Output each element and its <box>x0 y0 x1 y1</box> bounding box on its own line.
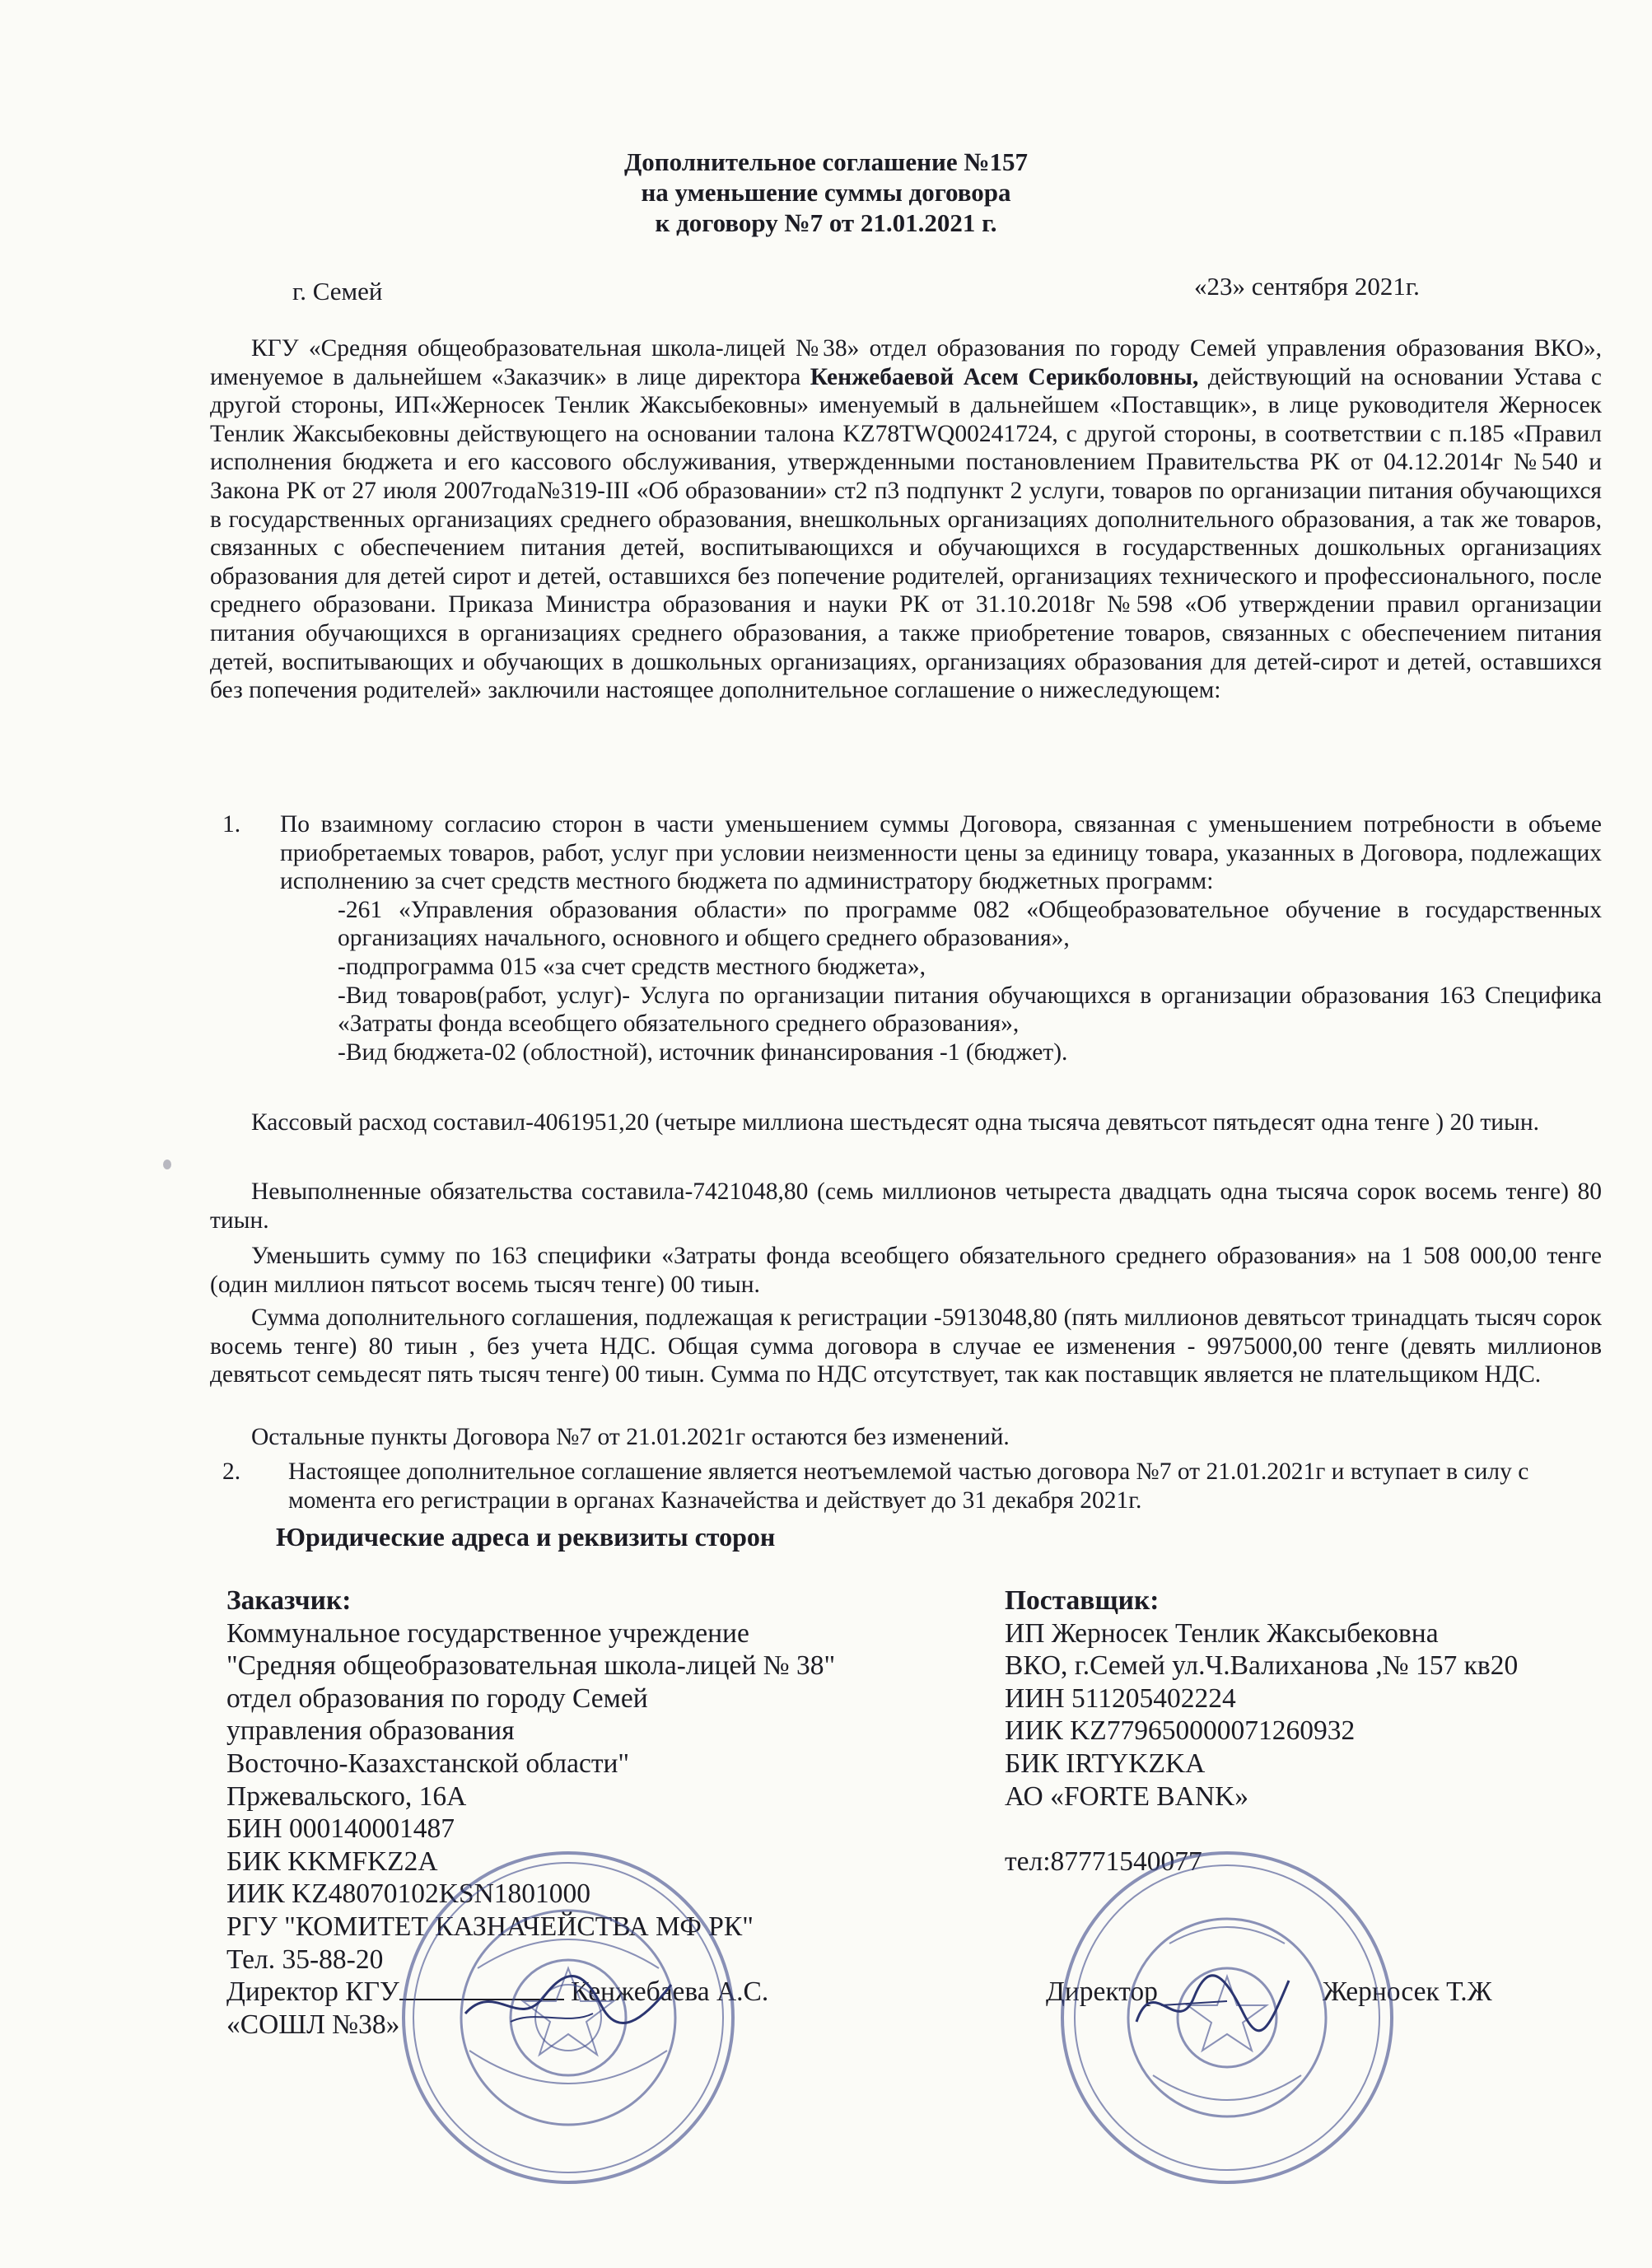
preamble-part-2: действующий на основании Устава с другой стороны, ИП«Жерносек Тенлик Жаксыбековны» именуемый в дальнейшем «Поставщик», в лице руководителя Жерносек Тенлик Жаксыбековны действующего на основании талона KZ78TWQ00241724, с другой стороны, в соответствии с п.185 «Правил исполнения бюджета и его кассового обслуживания, утвержденными постановлением Правительства РК от 04.12.2014г №540 и Закона РК от 27 июля 2007года№319-III «Об образовании» ст2 п3 подпункт 2 услуги, товаров по организации питания обучающихся в государственных организациях среднего образования, внешкольных организациях дополнительного образования, а так же товаров, связанных с обеспечением питания детей, воспитывающихся и обучающихся в государственных дошкольных организациях образования для детей сирот и детей, оставшихся без попечение родителей, организациях технического и профессионального, после среднего образовани. Приказа Министра образования и науки РК от 31.10.2018г №598 «Об утверждении правил организации питания обучающихся в организациях среднего образования, а также приобретение товаров, связанных с обеспечением питания детей, воспитывающих и обучающих в дошкольных организациях, организациях образования для детей-сирот и детей, оставшихся без попечения родителей» заключили настоящее дополнительное соглашение о нижеследующем: <box>210 363 1603 704</box>
supplier-name: ИП Жерносек Тенлик Жаксыбековна <box>1005 1617 1439 1649</box>
document-title <box>0 147 1652 238</box>
unfulfilled-obligations: Невыполненные обязательства составила-7421048,80 (семь миллионов четыреста двадцать одна тысяча сорок восемь тенге) 80 тиын. <box>210 1178 1602 1234</box>
city: г. Семей <box>292 277 383 306</box>
customer-treasury: РГУ "КОМИТЕТ КАЗНАЧЕЙСТВА МФ РК" <box>226 1911 754 1942</box>
clause-2 <box>222 1458 1602 1514</box>
customer-line-1: Коммунальное государственное учреждение <box>226 1617 749 1649</box>
customer-line-2: "Средняя общеобразовательная школа-лицей № 38" <box>226 1650 836 1682</box>
customer-phone: Тел. 35-88-20 <box>226 1944 384 1975</box>
clause-1-admin: -261 «Управления образования области» по программе 082 «Общеобразовательное обучение в государственных организациях начального, основного и общего среднего образования», <box>338 896 1602 952</box>
clause-1-number: 1. <box>222 811 241 838</box>
clause-2-text: Настоящее дополнительное соглашение является неотъемлемой частью договора №7 от 21.01.2021г и вступает в силу с момента его регистрации в органах Казначейства и действует до 31 декабря 2021г. <box>288 1458 1529 1514</box>
title-line-1: Дополнительное соглашение №157 <box>623 147 1028 176</box>
cash-expense: Кассовый расход составил-4061951,20 (четыре миллиона шестьдесят одна тысяча девятьсот пятьдесят одна тенге ) 20 тиын. <box>251 1109 1540 1136</box>
customer-bik: БИК KKMFKZ2A <box>226 1846 438 1877</box>
customer-heading: Заказчик: <box>226 1585 352 1616</box>
supplier-bank: АО «FORTE BANK» <box>1005 1780 1248 1812</box>
supplier-director-short: Жерносек Т.Ж <box>1322 1976 1492 2008</box>
title-line-3: к договору №7 от 21.01.2021 г. <box>655 208 997 237</box>
agreement-sum: Сумма дополнительного соглашения, подлежащая к регистрации -5913048,80 (пять миллионов девятьсот тринадцать тысяч сорок восемь тенге) 80 тиын , без учета НДС. Общая сумма договора в случае ее изменения - 9975000,00 тенге (девять миллионов девятьсот семьдесят пять тысяч тенге) 00 тиын. Сумма по НДС отсутствует, так как поставщик является не плательщиком НДС. <box>210 1304 1602 1388</box>
customer-school-short: «СОШЛ №38» <box>226 2009 400 2040</box>
supplier-phone: тел:87771540077 <box>1005 1846 1202 1877</box>
clause-1-main: По взаимному согласию сторон в части уменьшением суммы Договора, связанная с уменьшением потребности в объеме приобретаемых товаров, работ, услуг при условии неизменности цены за единицу товара, указанных в Договора, подлежащих исполнению за счет средств местного бюджета по администратору бюджетных программ: <box>280 811 1602 895</box>
supplier-director-title: Директор <box>1046 1976 1158 2008</box>
clause-1-subprogram: -подпрограмма 015 «за счет средств местного бюджета», <box>338 953 926 980</box>
supplier-signature <box>1128 1964 1293 2046</box>
customer-signature <box>461 1964 675 2038</box>
supplier-address: ВКО, г.Семей ул.Ч.Валиханова ,№ 157 кв20 <box>1005 1650 1519 1682</box>
customer-line-5: Восточно-Казахстанской области" <box>226 1748 630 1779</box>
customer-iik: ИИК KZ48070102KSN1801000 <box>226 1878 591 1910</box>
customer-line-3: отдел образования по городу Семей <box>226 1682 648 1714</box>
clause-1-budget: -Вид бюджета-02 (облостной), источник финансирования -1 (бюджет). <box>338 1038 1068 1066</box>
clause-1 <box>222 810 1602 1066</box>
preamble <box>210 334 1602 705</box>
customer-bin: БИН 000140001487 <box>226 1813 455 1845</box>
agreement-date: «23» сентября 2021г. <box>1194 272 1420 301</box>
customer-director-short: Кенжебаева А.С. <box>571 1976 769 2008</box>
customer-line-4: управления образования <box>226 1715 515 1747</box>
rest-unchanged: Остальные пункты Договора №7 от 21.01.2021г остаются без изменений. <box>251 1424 1010 1450</box>
clause-2-number: 2. <box>222 1458 241 1485</box>
ink-mark <box>163 1160 171 1169</box>
title-line-2: на уменьшение суммы договора <box>641 178 1011 207</box>
reduce-amount: Уменьшить сумму по 163 специфики «Затраты фонда всеобщего обязательного среднего образования» на 1 508 000,00 тенге (один миллион пятьсот восемь тысяч тенге) 00 тиын. <box>210 1243 1602 1298</box>
customer-director-name: Кенжебаевой Асем Серикболовны, <box>810 363 1199 390</box>
clause-1-text <box>280 810 1602 1066</box>
requisites-heading: Юридические адреса и реквизиты сторон <box>276 1522 776 1552</box>
supplier-iin: ИИН 511205402224 <box>1005 1682 1236 1714</box>
supplier-iik: ИИК KZ779650000071260932 <box>1005 1715 1356 1747</box>
clause-1-goods: -Вид товаров(работ, услуг)- Услуга по организации питания обучающихся в организации образования 163 Специфика «Затраты фонда всеобщего обязательного среднего образования», <box>338 982 1602 1038</box>
supplier-bik: БИК IRTYKZKA <box>1005 1748 1206 1779</box>
customer-address: Пржевальского, 16А <box>226 1780 467 1812</box>
supplier-heading: Поставщик: <box>1005 1585 1160 1616</box>
customer-director-title: Директор КГУ <box>226 1976 399 2008</box>
preamble-part-1: КГУ «Средняя общеобразовательная школа-лицей №38» отдел образования по городу Семей управления образования ВКО», именуемое в дальнейшем «Заказчик» в лице директора <box>210 335 1602 390</box>
